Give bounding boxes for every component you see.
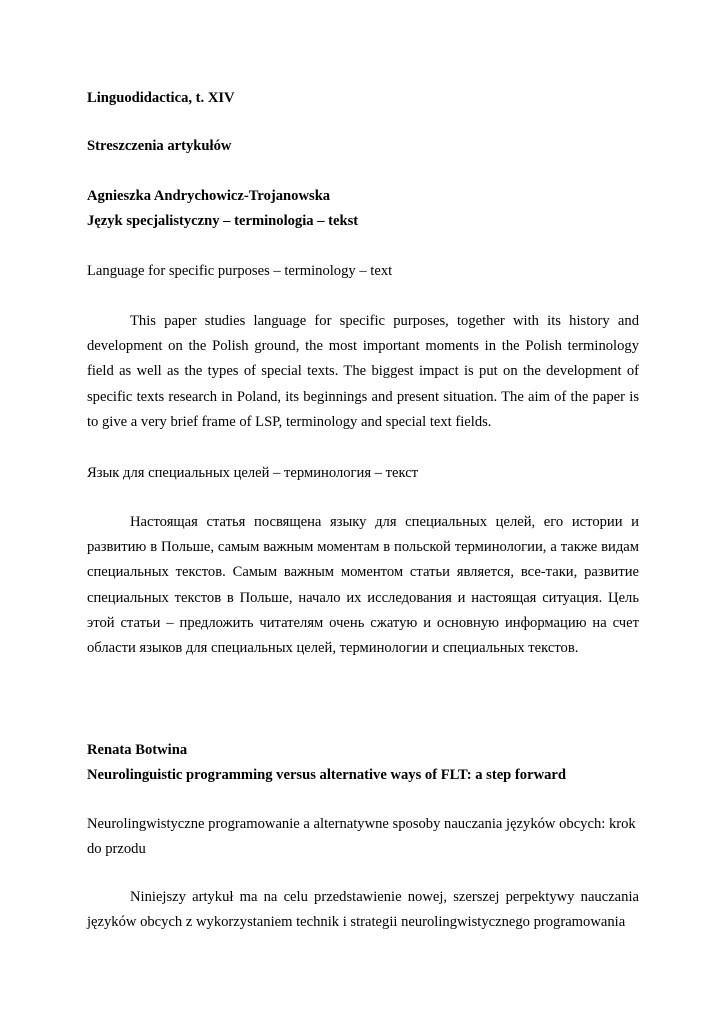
article-2-author: Renata Botwina xyxy=(87,742,188,758)
article-1-author: Agnieszka Andrychowicz-Trojanowska xyxy=(87,188,331,204)
article-1-title: Język specjalistyczny – terminologia – tekst xyxy=(87,213,359,229)
article-2-title-pl: Neurolingwistyczne programowanie a alternatywne sposoby nauczania języków obcych: krok do przodu xyxy=(87,816,636,858)
article-2-abstract-pl: Niniejszy artykuł ma na celu przedstawienie nowej, szerszej perpektywy nauczania języków obcych z wykorzystaniem technik i strategii neurolingwistycznego programowania xyxy=(87,889,639,931)
article-1-abstract-ru: Настоящая статья посвящена языку для специальных целей, его истории и развитию в Польше, самым важным моментам в польской терминологии, а также видам специальных текстов. Самым важным моментом статьи является, все-таки, развитие специальных текстов в Польше, начало их исследования и настоящая ситуация. Цель этой статьи – предложить читателям очень сжатую и основную информацию на счет области языков для специальных целей, терминологии и специальных текстов. xyxy=(87,514,639,657)
article-2-title: Neurolinguistic programming versus alternative ways of FLT: a step forward xyxy=(87,767,566,783)
article-1-title-ru: Язык для специальных целей – терминология – текст xyxy=(87,465,419,481)
article-1-abstract-en: This paper studies language for specific purposes, together with its history and development on the Polish ground, the most important moments in the Polish terminology field as well as the types of special texts. The biggest impact is put on the development of specific texts research in Poland, its beginnings and present situation. The aim of the paper is to give a very brief frame of LSP, terminology and special text fields. xyxy=(87,313,639,430)
journal-title: Linguodidactica, t. XIV xyxy=(87,90,235,106)
article-1-title-en: Language for specific purposes – terminology – text xyxy=(87,263,393,279)
section-title: Streszczenia artykułów xyxy=(87,138,232,154)
